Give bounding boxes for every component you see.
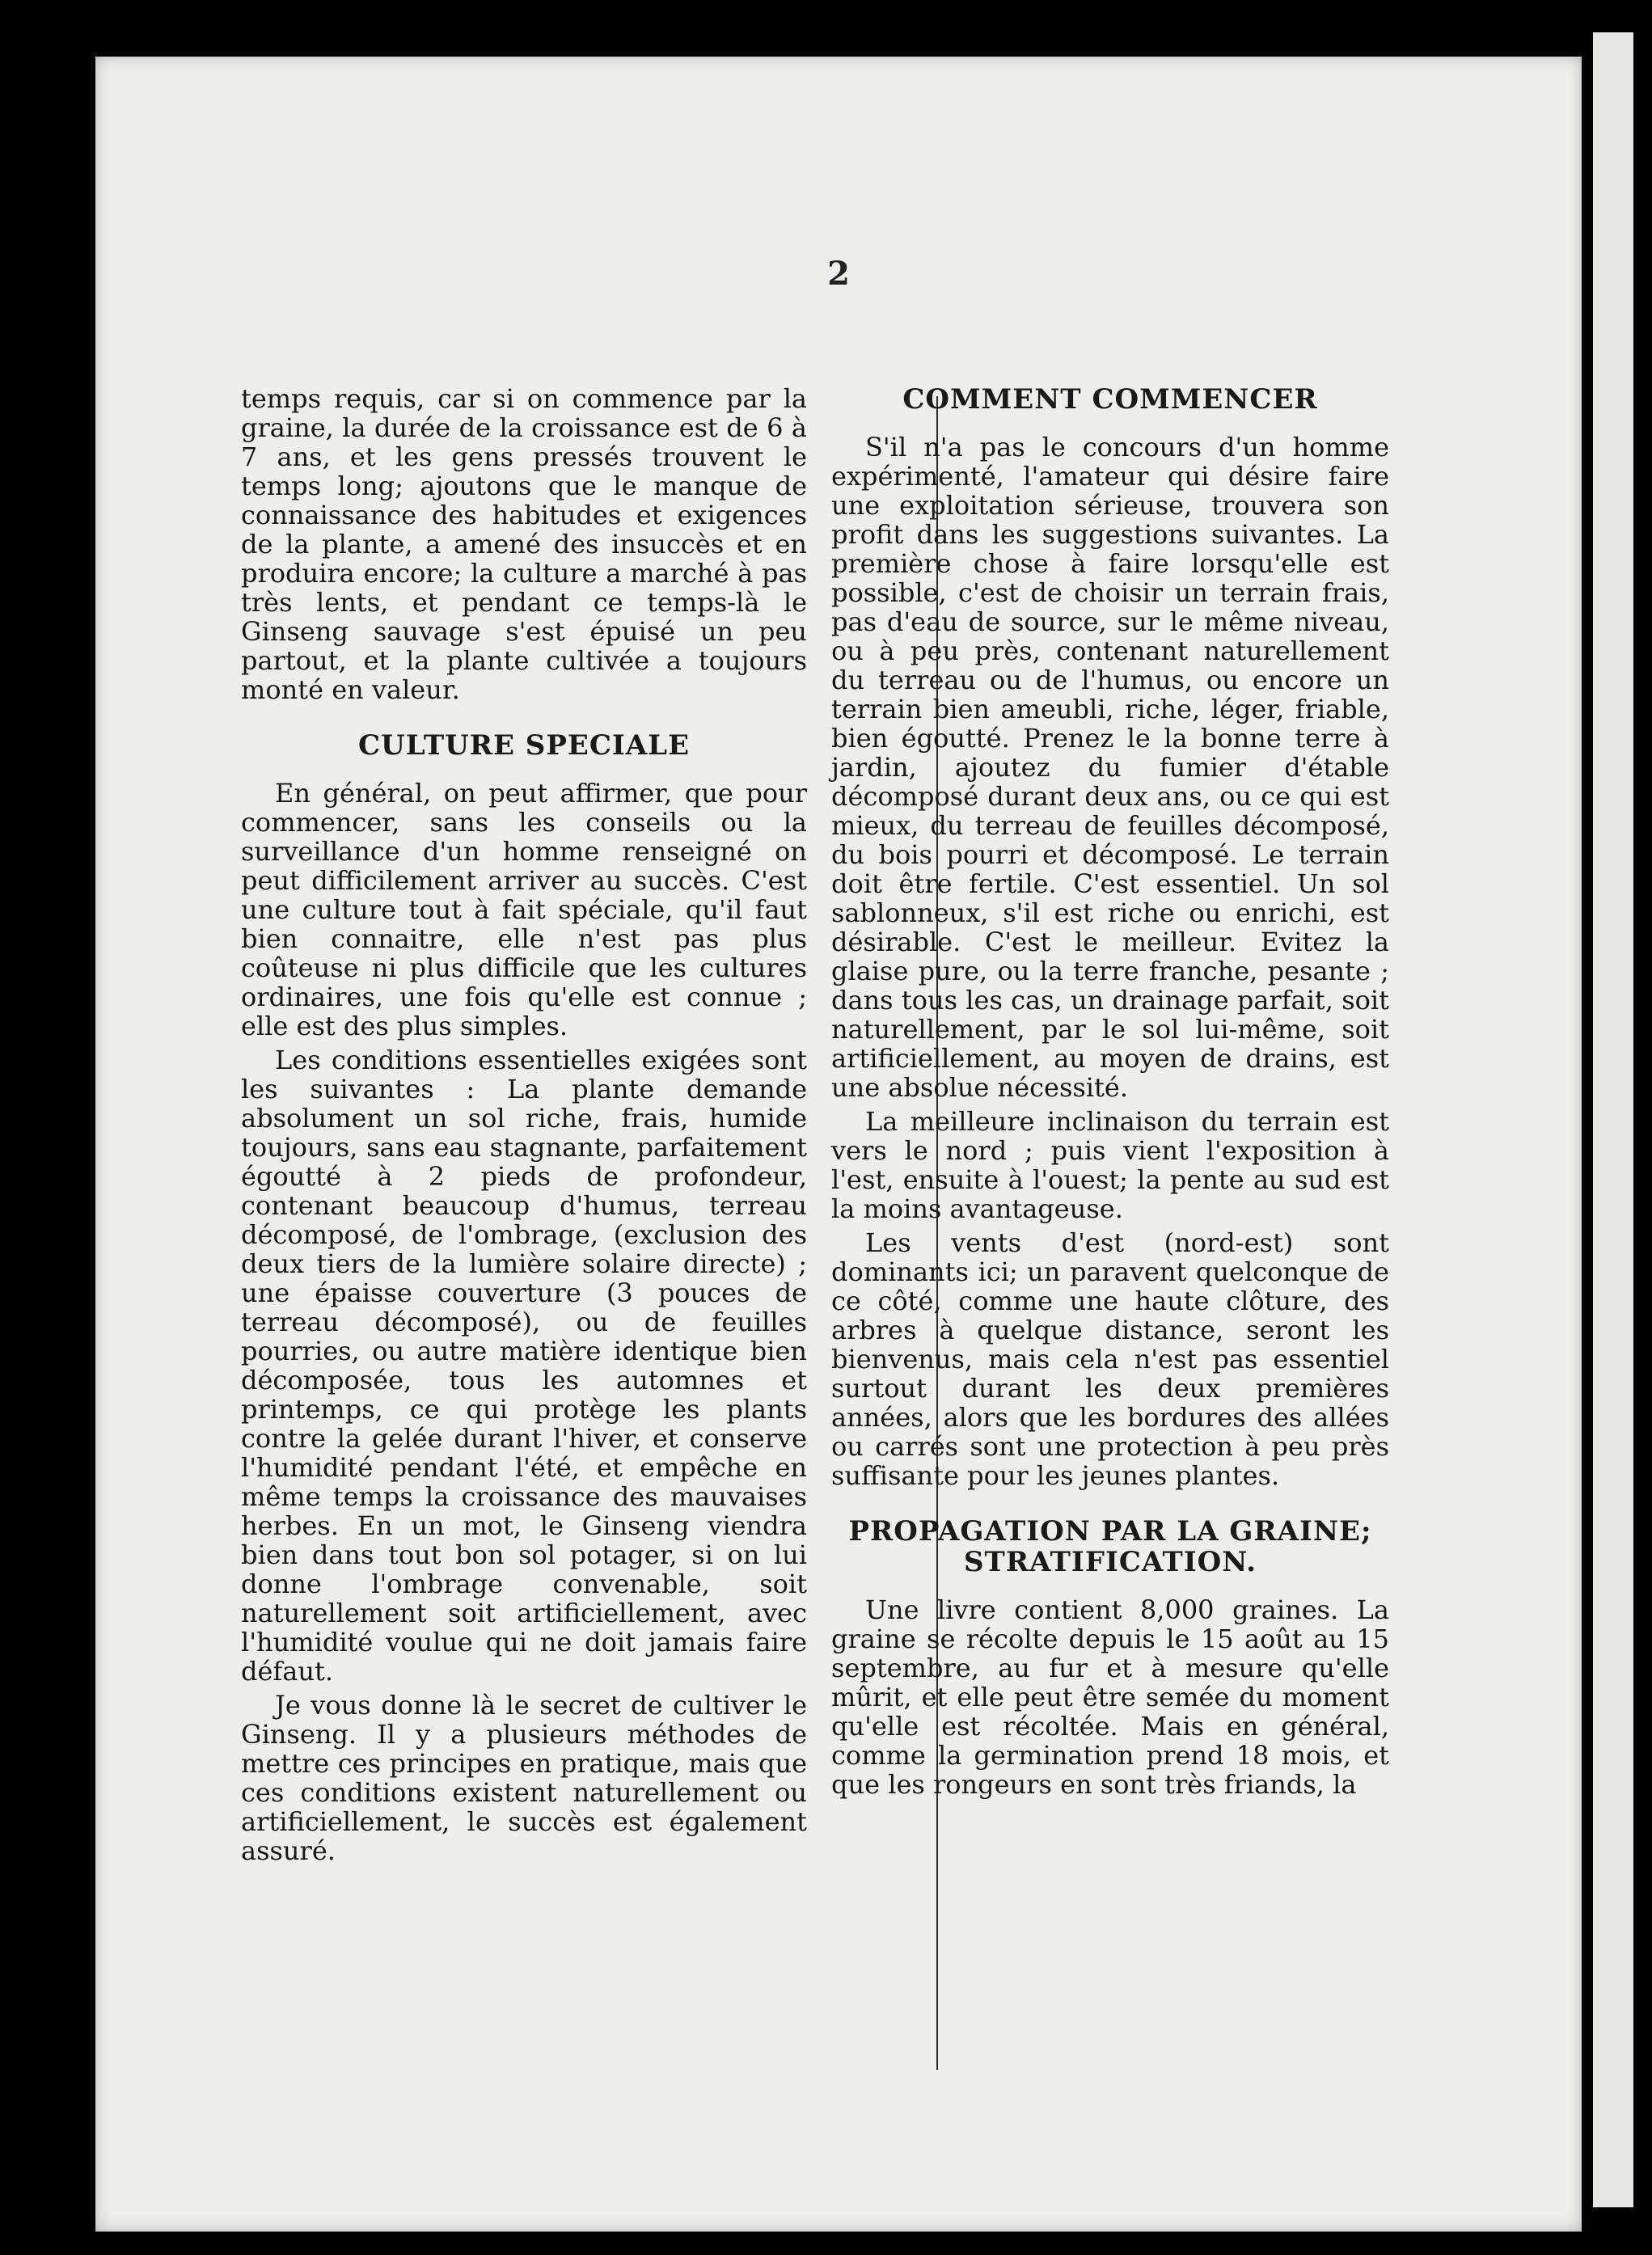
left-column — [241, 384, 807, 1870]
paragraph: La meilleure inclinaison du terrain est vers le nord ; puis vient l'exposition à l'est, ensuite à l'ouest; la pente au sud est la moins avantageuse. — [831, 1106, 1389, 1224]
paragraph: En général, on peut affirmer, que pour commencer, sans les conseils ou la surveillance d'un homme renseigné on peut difficilement arriver au succès. C'est une culture tout à fait spéciale, qu'il faut bien connaitre, elle n'est pas plus coûteuse ni plus difficile que les cultures ordinaires, une fois qu'elle est connue ; elle est des plus simples. — [241, 778, 807, 1041]
page-number: 2 — [827, 255, 850, 293]
paragraph: Les conditions essentielles exigées sont les suivantes : La plante demande absolument un sol riche, frais, humide toujours, sans eau stagnante, parfaitement égoutté à 2 pieds de profondeur, contenant beaucoup d'humus, terreau décomposé, de l'ombrage, (exclusion des deux tiers de la lumière solaire directe) ; une épaisse couverture (3 pouces de terreau décomposé), ou de feuilles pourries, ou autre matière identique bien décomposée, tous les automnes et printemps, ce qui protège les plants contre la gelée durant l'hiver, et conserve l'humidité pendant l'été, et empêche en même temps la croissance des mauvaises herbes. En un mot, le Ginseng viendra bien dans tout bon sol potager, si on lui donne l'ombrage convenable, soit naturellement soit artificiellement, avec l'humidité voulue qui ne doit jamais faire défaut. — [241, 1045, 807, 1687]
section-heading: CULTURE SPECIALE — [357, 729, 690, 762]
paragraph: Une livre contient 8,000 graines. La graine se récolte depuis le 15 août au 15 septembre, au fur et à mesure qu'elle mûrit, et elle peut être semée du moment qu'elle est récoltée. Mais en général, comme la germination prend 18 mois, et que les rongeurs en sont très friands, la — [831, 1594, 1389, 1800]
section-heading: PROPAGATION PAR LA GRAINE; STRATIFICATION. — [848, 1515, 1372, 1578]
right-column — [831, 384, 1389, 1804]
paragraph: Les vents d'est (nord-est) sont dominants ici; un paravent quelconque de ce côté, comme une haute clôture, des arbres à quelque distance, seront les bienvenus, mais cela n'est pas essentiel surtout durant les deux premières années, alors que les bordures des allées ou carrés sont une protection à peu près suffisante pour les jeunes plantes. — [831, 1227, 1389, 1491]
paragraph: temps requis, car si on commence par la graine, la durée de la croissance est de 6 à 7 ans, et les gens pressés trouvent le temps long; ajoutons que le manque de connaissance des habitudes et exigences de la plante, a amené des insuccès et en produira encore; la culture a marché à pas très lents, et pendant ce temps-là le Ginseng sauvage s'est épuisé un peu partout, et la plante cultivée a toujours monté en valeur. — [241, 383, 807, 705]
adjacent-page-edge — [1593, 32, 1633, 2207]
section-heading: COMMENT COMMENCER — [902, 383, 1318, 416]
paragraph: S'il n'a pas le concours d'un homme expérimenté, l'amateur qui désire faire une exploitation sérieuse, trouvera son profit dans les suggestions suivantes. La première chose à faire lorsqu'elle est possible, c'est de choisir un terrain frais, pas d'eau de source, sur le même niveau, ou à peu près, contenant naturellement du terreau ou de l'humus, ou encore un terrain bien ameubli, riche, léger, friable, bien égoutté. Prenez le la bonne terre à jardin, ajoutez du fumier d'étable décomposé durant deux ans, ou ce qui est mieux, du terreau de feuilles décomposé, du bois pourri et décomposé. Le terrain doit être fertile. C'est essentiel. Un sol sablonneux, s'il est riche ou enrichi, est désirable. C'est le meilleur. Evitez la glaise pure, ou la terre franche, pesante ; dans tous les cas, un drainage parfait, soit naturellement, par le sol lui-même, soit artificiellement, au moyen de drains, est une absolue nécessité. — [831, 432, 1389, 1103]
paragraph: Je vous donne là le secret de cultiver le Ginseng. Il y a plusieurs méthodes de mettre ces principes en pratique, mais que ces conditions existent naturellement ou artificiellement, le succès est également assuré. — [241, 1690, 807, 1866]
page-sheet — [95, 57, 1582, 2232]
